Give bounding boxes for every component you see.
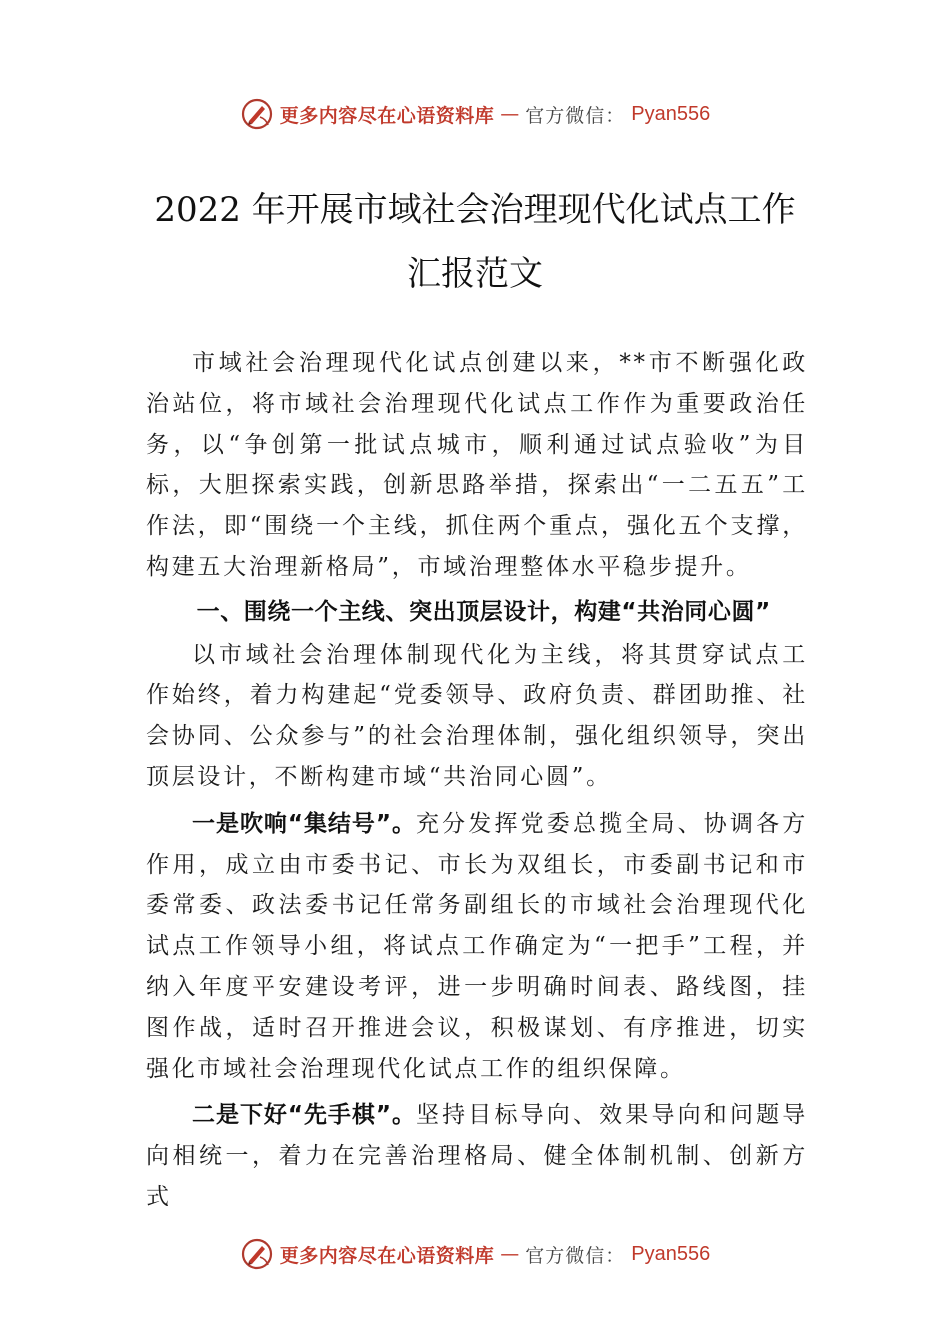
header-watermark-banner: [0, 94, 950, 134]
point-1-body: 充分发挥党委总揽全局、协调各方作用，成立由市委书记、市长为双组长，市委副书记和市委常委、政法委书记任常务副组长的市域社会治理现代化试点工作领导小组，将试点工作确定为“一把手”工程，并纳入年度平安建设考评，进一步明确时间表、路线图，挂图作战，适时召开推进会议，积极谋划、有序推进，切实强化市域社会治理现代化试点工作的组织保障。: [146, 810, 809, 1082]
banner-dash: —: [500, 1243, 520, 1265]
wechat-id: Pyan556: [631, 1242, 711, 1265]
pen-circle-logo-icon: [240, 1237, 274, 1271]
section-1-paragraph: 以市域社会治理体制现代化为主线，将其贯穿试点工作始终，着力构建起“党委领导、政府负责、群团助推、社会协同、公众参与”的社会治理体制，强化组织领导，突出顶层设计，不断构建市域“共治同心圆”。: [146, 641, 808, 790]
section-heading-1: 一、围绕一个主线、突出顶层设计，构建“共治同心圆”: [196, 598, 771, 625]
title-line-2: 汇报范文: [407, 254, 543, 294]
wechat-label: 官方微信：: [525, 1244, 626, 1267]
wechat-id: Pyan556: [631, 102, 711, 125]
document-title: [100, 178, 850, 306]
intro-paragraph: 市域社会治理现代化试点创建以来，**市不断强化政治站位，将市域社会治理现代化试点工作作为重要政治任务，以“争创第一批试点城市，顺利通过试点验收”为目标，大胆探索实践，创新思路举措，探索出“一二五五”工作法，即“围绕一个主线，抓住两个重点，强化五个支撑，构建五大治理新格局”，市域治理整体水平稳步提升。: [146, 350, 808, 580]
wechat-label: 官方微信：: [525, 104, 626, 127]
document-body: [146, 343, 808, 1218]
brand-text: 更多内容尽在心语资料库: [279, 104, 495, 127]
point-2-paragraph: [146, 1095, 808, 1217]
footer-watermark-banner: [0, 1234, 950, 1274]
point-1-lead: 一是吹响“集结号”。: [192, 810, 416, 837]
point-2-lead: 二是下好“先手棋”。: [192, 1102, 416, 1129]
point-1-paragraph: [146, 804, 808, 1090]
banner-dash: —: [500, 103, 520, 125]
pen-circle-logo-icon: [240, 97, 274, 131]
brand-text: 更多内容尽在心语资料库: [279, 1244, 495, 1267]
title-line-1: 2022 年开展市域社会治理现代化试点工作: [154, 190, 796, 230]
point-2-body: 坚持目标导向、效果导向和问题导向相统一，着力在完善治理格局、健全体制机制、创新方式: [146, 1102, 809, 1210]
